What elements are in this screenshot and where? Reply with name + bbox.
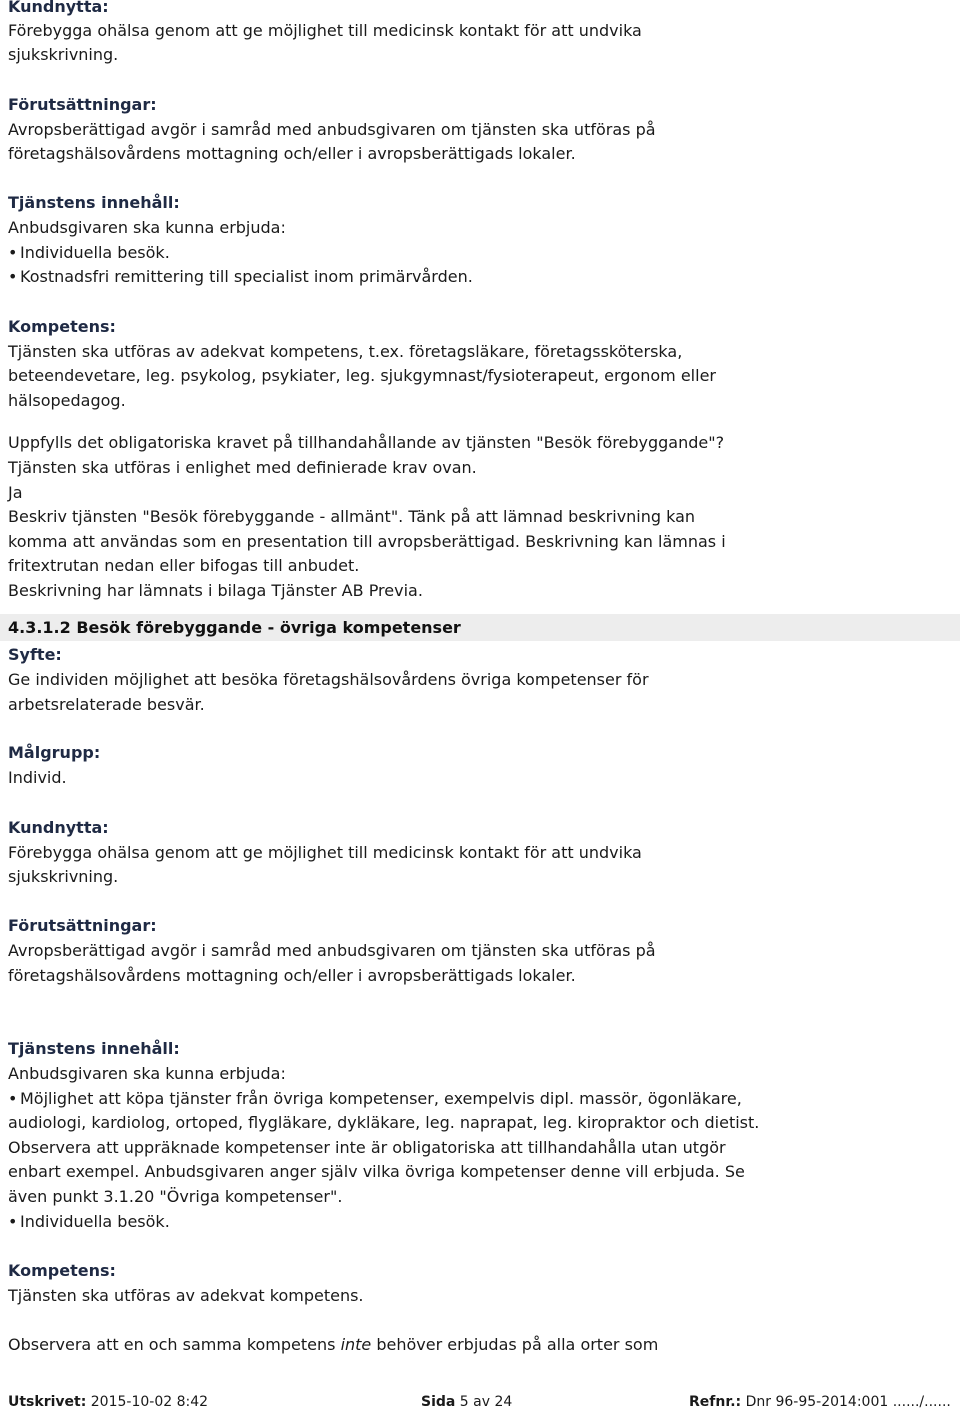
innehall-heading: Tjänstens innehåll: bbox=[8, 1039, 180, 1058]
description-text: komma att användas som en presentation till avropsberättigad. Beskrivning kan lämnas i bbox=[8, 532, 726, 551]
requirement-question: Tjänsten ska utföras i enlighet med definierade krav ovan. bbox=[8, 458, 477, 477]
footer-refnr-label: Refnr.: bbox=[689, 1394, 742, 1410]
forutsattningar-text: företagshälsovårdens mottagning och/eller i avropsberättigads lokaler. bbox=[8, 966, 576, 985]
kundnytta-text: sjukskrivning. bbox=[8, 45, 119, 64]
malgrupp-text: Individ. bbox=[8, 768, 67, 787]
kundnytta-heading: Kundnytta: bbox=[8, 818, 109, 837]
kundnytta-text: Förebygga ohälsa genom att ge möjlighet till medicinsk kontakt för att undvika bbox=[8, 21, 642, 40]
forutsattningar-text: Avropsberättigad avgör i samråd med anbudsgivaren om tjänsten ska utföras på bbox=[8, 120, 656, 139]
list-item: • Individuella besök. bbox=[8, 243, 170, 263]
observation-text-part: behöver erbjudas på alla orter som bbox=[371, 1335, 659, 1354]
section-header bbox=[0, 614, 960, 641]
footer-page-value: 5 av 24 bbox=[455, 1394, 513, 1410]
innehall-intro: Anbudsgivaren ska kunna erbjuda: bbox=[8, 218, 286, 237]
list-item-text: enbart exempel. Anbudsgivaren anger själv vilka övriga kompetenser denne vill erbjuda. Se bbox=[8, 1162, 745, 1181]
kompetens-text: beteendevetare, leg. psykolog, psykiater, leg. sjukgymnast/fysioterapeut, ergonom eller bbox=[8, 366, 716, 385]
description-text: fritextrutan nedan eller bifogas till anbudet. bbox=[8, 556, 360, 575]
footer-refnr bbox=[689, 1394, 951, 1410]
kundnytta-text: sjukskrivning. bbox=[8, 867, 119, 886]
innehall-intro: Anbudsgivaren ska kunna erbjuda: bbox=[8, 1064, 286, 1083]
observation-text bbox=[8, 1335, 658, 1355]
footer-page bbox=[421, 1394, 512, 1410]
kundnytta-heading: Kundnytta: bbox=[8, 0, 109, 16]
footer-printed bbox=[8, 1394, 208, 1410]
syfte-heading: Syfte: bbox=[8, 645, 62, 664]
section-title: 4.3.1.2 Besök förebyggande - övriga kompetenser bbox=[8, 618, 461, 637]
footer-printed-label: Utskrivet: bbox=[8, 1394, 87, 1410]
innehall-heading: Tjänstens innehåll: bbox=[8, 193, 180, 212]
syfte-text: Ge individen möjlighet att besöka företagshälsovårdens övriga kompetenser för bbox=[8, 670, 649, 689]
kompetens-heading: Kompetens: bbox=[8, 1261, 116, 1280]
syfte-text: arbetsrelaterade besvär. bbox=[8, 695, 205, 714]
kundnytta-text: Förebygga ohälsa genom att ge möjlighet till medicinsk kontakt för att undvika bbox=[8, 843, 642, 862]
kompetens-text: Tjänsten ska utföras av adekvat kompetens. bbox=[8, 1286, 364, 1305]
footer-page-label: Sida bbox=[421, 1394, 456, 1410]
list-item-text: Observera att uppräknade kompetenser inte är obligatoriska att tillhandahålla utan utgör bbox=[8, 1138, 726, 1157]
list-item: • Möjlighet att köpa tjänster från övriga kompetenser, exempelvis dipl. massör, ögonläkare, bbox=[8, 1089, 742, 1109]
observation-emphasis: inte bbox=[340, 1335, 372, 1354]
kompetens-text: hälsopedagog. bbox=[8, 391, 126, 410]
footer-printed-value: 2015-10-02 8:42 bbox=[86, 1394, 209, 1410]
kompetens-heading: Kompetens: bbox=[8, 317, 116, 336]
description-text: Beskriv tjänsten "Besök förebyggande - allmänt". Tänk på att lämnad beskrivning kan bbox=[8, 507, 696, 526]
forutsattningar-heading: Förutsättningar: bbox=[8, 916, 157, 935]
forutsattningar-text: företagshälsovårdens mottagning och/eller i avropsberättigads lokaler. bbox=[8, 144, 576, 163]
answer-value: Ja bbox=[8, 483, 23, 502]
list-item: • Kostnadsfri remittering till specialist inom primärvården. bbox=[8, 267, 473, 287]
requirement-question: Uppfylls det obligatoriska kravet på tillhandahållande av tjänsten "Besök förebyggande"? bbox=[8, 433, 725, 452]
observation-text-part: Observera att en och samma kompetens bbox=[8, 1335, 341, 1354]
kompetens-text: Tjänsten ska utföras av adekvat kompetens, t.ex. företagsläkare, företagssköterska, bbox=[8, 342, 683, 361]
list-item-text: även punkt 3.1.20 "Övriga kompetenser". bbox=[8, 1187, 343, 1206]
description-text: Beskrivning har lämnats i bilaga Tjänster AB Previa. bbox=[8, 581, 423, 600]
footer-refnr-value: Dnr 96-95-2014:001 ....../...... bbox=[741, 1394, 951, 1410]
malgrupp-heading: Målgrupp: bbox=[8, 743, 101, 762]
list-item-text: audiologi, kardiolog, ortoped, flygläkare, dykläkare, leg. naprapat, leg. kiropraktor och dietist. bbox=[8, 1113, 760, 1132]
forutsattningar-text: Avropsberättigad avgör i samråd med anbudsgivaren om tjänsten ska utföras på bbox=[8, 941, 656, 960]
forutsattningar-heading: Förutsättningar: bbox=[8, 95, 157, 114]
list-item: • Individuella besök. bbox=[8, 1212, 170, 1232]
